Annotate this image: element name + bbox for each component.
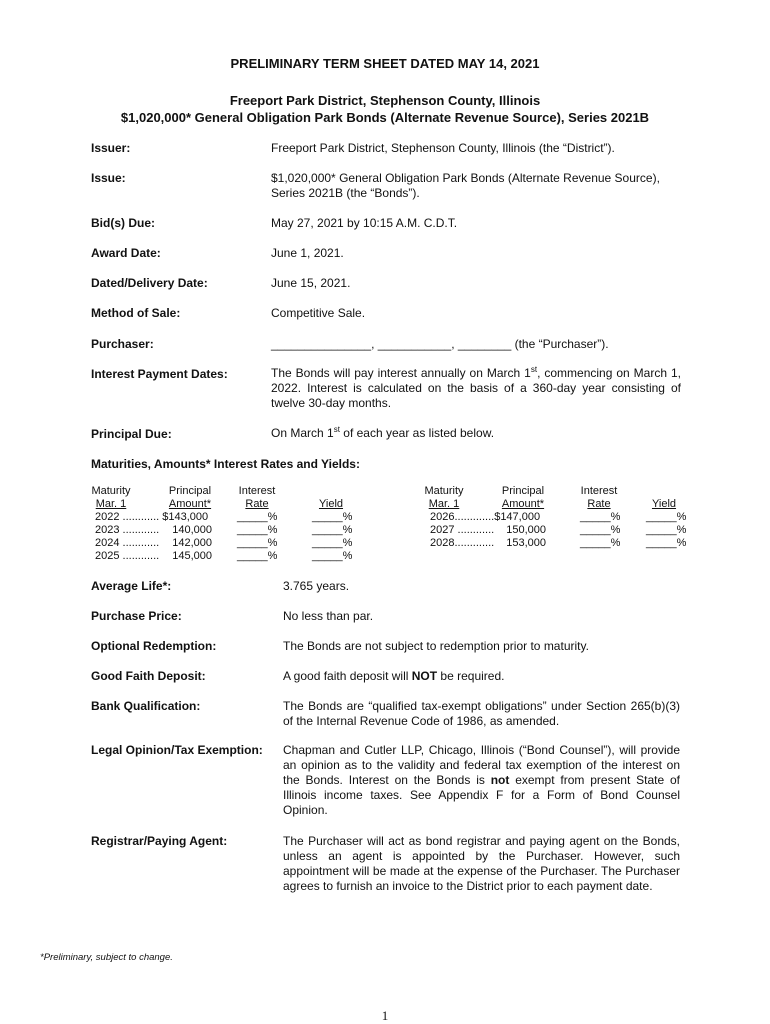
amount-cell: 153,000 <box>506 537 546 549</box>
interest-header-left: Interest Rate <box>238 485 276 510</box>
maturity-row: 2027 ............ <box>430 524 495 536</box>
issuer-subtitle: Freeport Park District, Stephenson County, Illinois <box>229 93 541 108</box>
interest-payment-label: Interest Payment Dates: <box>91 367 228 381</box>
maturity-header-right: Maturity Mar. 1 <box>424 485 464 510</box>
yield-cell: _____% <box>312 537 353 549</box>
registrar-value: The Purchaser will act as bond registrar and paying agent on the Bonds, unless an agent is appointed by the Purchaser. However, such appointment will be made at the expense of the Purchaser. The Purchaser agrees to furnish an invoice to the District prior to each payment date. <box>283 834 680 893</box>
bids-due-label: Bid(s) Due: <box>91 216 155 230</box>
page-title: PRELIMINARY TERM SHEET DATED MAY 14, 2021 <box>230 56 540 71</box>
yield-cell: _____% <box>646 524 687 536</box>
issuer-label: Issuer: <box>91 141 131 155</box>
optional-redemption-value: The Bonds are not subject to redemption prior to maturity. <box>283 639 589 653</box>
yield-cell: _____% <box>312 511 353 523</box>
principal-header-right: Principal Amount* <box>501 485 545 510</box>
optional-redemption-label: Optional Redemption: <box>91 639 217 653</box>
amount-cell: 142,000 <box>172 537 212 549</box>
yield-cell: _____% <box>312 524 353 536</box>
legal-opinion-value: Chapman and Cutler LLP, Chicago, Illinois (“Bond Counsel”), will provide an opinion as to the validity and federal tax exemption of the interest on the Bonds. Interest on the Bonds is not exempt from present State of Illinois income taxes. See Appendix F for a Form of Bond Counsel Opinion. <box>283 743 680 817</box>
bank-qualification-value: The Bonds are “qualified tax-exempt obligations” under Section 265(b)(3) of the Internal Revenue Code of 1986, as amended. <box>283 699 680 728</box>
purchaser-value: _______________, ___________, ________ (the “Purchaser”). <box>271 337 609 351</box>
good-faith-label: Good Faith Deposit: <box>91 669 206 683</box>
average-life-label: Average Life*: <box>91 579 172 593</box>
average-life-value: 3.765 years. <box>283 579 350 593</box>
yield-cell: _____% <box>312 550 353 562</box>
yield-cell: _____% <box>646 537 687 549</box>
bids-due-value: May 27, 2021 by 10:15 A.M. C.D.T. <box>271 216 458 230</box>
issue-label: Issue: <box>91 171 126 185</box>
page-number: 1 <box>381 1008 389 1023</box>
principal-header-left: Principal Amount* <box>168 485 212 510</box>
maturity-header-left: Maturity Mar. 1 <box>91 485 131 510</box>
rate-cell: _____% <box>237 524 278 536</box>
maturity-row: 2022 ............ $143,000 <box>95 511 209 523</box>
interest-header-right: Interest Rate <box>580 485 618 510</box>
issuer-value: Freeport Park District, Stephenson County, Illinois (the “District”). <box>271 141 615 155</box>
dated-delivery-value: June 15, 2021. <box>271 276 351 290</box>
maturity-row: 2025 ............ <box>95 550 160 562</box>
amount-cell: 150,000 <box>506 524 546 536</box>
maturities-heading: Maturities, Amounts* Interest Rates and Yields: <box>91 457 360 471</box>
award-date-value: June 1, 2021. <box>271 246 344 260</box>
amount-cell: 145,000 <box>172 550 212 562</box>
bank-qualification-label: Bank Qualification: <box>91 699 201 713</box>
issue-value: $1,020,000* General Obligation Park Bonds (Alternate Revenue Source), Series 2021B (the “Bonds”). <box>271 171 660 200</box>
maturity-row: 2026.............$147,000 <box>430 511 541 523</box>
registrar-label: Registrar/Paying Agent: <box>91 834 228 848</box>
purchase-price-label: Purchase Price: <box>91 609 182 623</box>
rate-cell: _____% <box>580 537 621 549</box>
maturity-row: 2028............. <box>430 537 495 549</box>
award-date-label: Award Date: <box>91 246 161 260</box>
principal-due-label: Principal Due: <box>91 427 172 441</box>
footnote: *Preliminary, subject to change. <box>40 952 173 963</box>
interest-payment-value: The Bonds will pay interest annually on March 1st, commencing on March 1, 2022. Interest is calculated on the basis of a 360-day year consisting of twelve 30-day months. <box>271 365 681 410</box>
method-of-sale-value: Competitive Sale. <box>271 306 366 320</box>
rate-cell: _____% <box>237 511 278 523</box>
amount-cell: 140,000 <box>172 524 212 536</box>
yield-header-left: Yield <box>318 498 344 510</box>
bond-subtitle: $1,020,000* General Obligation Park Bonds (Alternate Revenue Source), Series 2021B <box>120 110 650 125</box>
method-of-sale-label: Method of Sale: <box>91 306 181 320</box>
purchaser-label: Purchaser: <box>91 337 154 351</box>
rate-cell: _____% <box>237 537 278 549</box>
purchase-price-value: No less than par. <box>283 609 374 623</box>
legal-opinion-label: Legal Opinion/Tax Exemption: <box>91 743 263 757</box>
principal-due-value: On March 1st of each year as listed below. <box>271 425 495 440</box>
rate-cell: _____% <box>580 524 621 536</box>
good-faith-value: A good faith deposit will NOT be required. <box>283 669 505 683</box>
rate-cell: _____% <box>580 511 621 523</box>
maturity-row: 2023 ............ <box>95 524 160 536</box>
yield-header-right: Yield <box>651 498 677 510</box>
rate-cell: _____% <box>237 550 278 562</box>
dated-delivery-label: Dated/Delivery Date: <box>91 276 208 290</box>
yield-cell: _____% <box>646 511 687 523</box>
maturity-row: 2024 ............ <box>95 537 160 549</box>
